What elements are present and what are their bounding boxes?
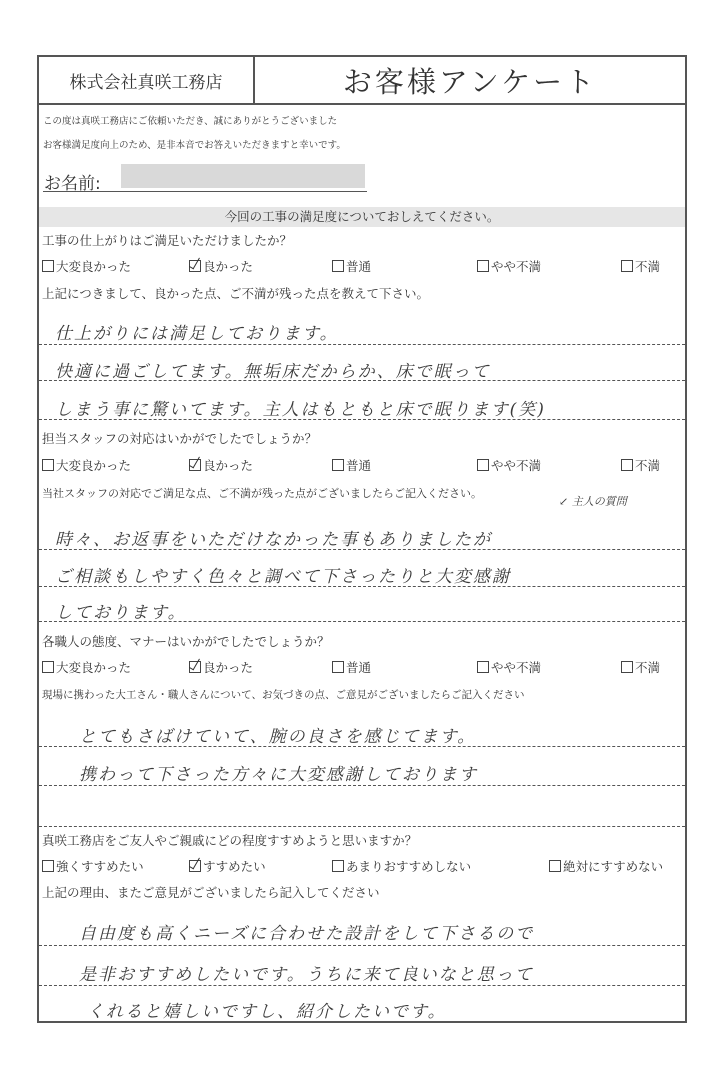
q4-option-1[interactable]: 強くすすめたい bbox=[42, 857, 144, 875]
q4-answer-line-1: 自由度も高くニーズに合わせた設計をして下さるので bbox=[79, 924, 535, 944]
answer-rule bbox=[39, 985, 685, 986]
q2-option-5[interactable]: 不満 bbox=[621, 456, 660, 474]
q2-margin-note: ↙ 主人の質問 bbox=[559, 495, 627, 508]
checkbox-icon[interactable] bbox=[621, 260, 633, 272]
q1-option-1[interactable]: 大変良かった bbox=[42, 257, 131, 275]
checkbox-icon[interactable] bbox=[42, 260, 54, 272]
q1-followup: 上記につきまして、良かった点、ご不満が残った点を教えて下さい。 bbox=[42, 286, 430, 301]
q1-option-4[interactable]: やや不満 bbox=[477, 257, 541, 275]
q4-option-4[interactable]: 絶対にすすめない bbox=[549, 857, 663, 875]
q3-answer-line-1: とてもさばけていて、腕の良さを感じてます。 bbox=[79, 727, 477, 747]
checkbox-checked-icon[interactable] bbox=[189, 459, 201, 471]
checkbox-icon[interactable] bbox=[477, 459, 489, 471]
checkbox-icon[interactable] bbox=[621, 459, 633, 471]
answer-rule bbox=[39, 945, 685, 946]
answer-rule bbox=[39, 746, 685, 747]
q1-answer-line-3: しまう事に驚いてます。主人はもともと床で眠ります(笑) bbox=[55, 400, 546, 420]
q3-option-3[interactable]: 普通 bbox=[332, 658, 371, 676]
answer-rule bbox=[39, 344, 685, 345]
q3-answer-line-2: 携わって下さった方々に大変感謝しております bbox=[79, 765, 478, 785]
section-banner bbox=[39, 207, 685, 227]
q2-answer-line-2: ご相談もしやすく色々と調べて下さったりと大変感謝 bbox=[55, 567, 511, 587]
q2-answer-line-3: しております。 bbox=[55, 603, 187, 623]
checkbox-icon[interactable] bbox=[332, 459, 344, 471]
form-title: お客様アンケート bbox=[342, 64, 598, 99]
q2-question: 担当スタッフの対応はいかがでしたでしょうか？ bbox=[42, 431, 318, 446]
q1-question: 工事の仕上がりはご満足いただけましたか？ bbox=[42, 233, 293, 248]
pointer-arrow-icon: ↙ bbox=[559, 495, 572, 508]
q3-option-1[interactable]: 大変良かった bbox=[42, 658, 131, 676]
survey-form bbox=[37, 55, 687, 1023]
intro-line-2: お客様満足度向上のため、是非本音でお答えいただきますと幸いです。 bbox=[43, 140, 346, 151]
answer-rule bbox=[39, 549, 685, 550]
q3-option-4[interactable]: やや不満 bbox=[477, 658, 541, 676]
q2-option-1[interactable]: 大変良かった bbox=[42, 456, 131, 474]
name-underline bbox=[43, 191, 367, 192]
answer-rule bbox=[39, 785, 685, 786]
name-redacted-field[interactable] bbox=[121, 164, 365, 188]
q4-answer-line-2: 是非おすすめしたいです。うちに来て良いなと思って bbox=[79, 965, 534, 985]
checkbox-icon[interactable] bbox=[621, 661, 633, 673]
q1-option-2[interactable]: 良かった bbox=[189, 257, 253, 275]
answer-rule bbox=[39, 380, 685, 381]
q4-option-3[interactable]: あまりおすすめしない bbox=[332, 857, 471, 875]
q4-option-2[interactable]: すすめたい bbox=[189, 857, 266, 875]
intro-line-1: この度は真咲工務店にご依頼いただき、誠にありがとうございました bbox=[43, 116, 338, 127]
checkbox-checked-icon[interactable] bbox=[189, 260, 201, 272]
answer-rule bbox=[39, 419, 685, 420]
q3-followup: 現場に携わった大工さん・職人さんについて、お気づきの点、ご意見がございましたらご記入ください bbox=[42, 689, 525, 701]
q3-option-5[interactable]: 不満 bbox=[621, 658, 660, 676]
checkbox-icon[interactable] bbox=[477, 661, 489, 673]
q3-option-2[interactable]: 良かった bbox=[189, 658, 253, 676]
answer-rule bbox=[39, 586, 685, 587]
company-name: 株式会社真咲工務店 bbox=[39, 57, 255, 103]
form-header bbox=[39, 57, 685, 105]
q2-option-4[interactable]: やや不満 bbox=[477, 456, 541, 474]
q1-option-3[interactable]: 普通 bbox=[332, 257, 371, 275]
q2-option-3[interactable]: 普通 bbox=[332, 456, 371, 474]
answer-rule bbox=[39, 826, 685, 827]
checkbox-icon[interactable] bbox=[42, 860, 54, 872]
q2-option-2[interactable]: 良かった bbox=[189, 456, 253, 474]
checkbox-checked-icon[interactable] bbox=[189, 860, 201, 872]
q1-option-5[interactable]: 不満 bbox=[621, 257, 660, 275]
checkbox-icon[interactable] bbox=[42, 459, 54, 471]
checkbox-icon[interactable] bbox=[42, 661, 54, 673]
q4-question: 真咲工務店をご友人やご親戚にどの程度すすめようと思いますか？ bbox=[42, 833, 418, 848]
name-label: お名前: bbox=[44, 174, 101, 194]
q4-followup: 上記の理由、またご意見がございましたら記入してください bbox=[42, 885, 380, 900]
checkbox-icon[interactable] bbox=[332, 260, 344, 272]
checkbox-icon[interactable] bbox=[332, 860, 344, 872]
checkbox-icon[interactable] bbox=[549, 860, 561, 872]
answer-rule bbox=[39, 621, 685, 622]
section-banner-text: 今回の工事の満足度についておしえてください。 bbox=[224, 209, 500, 224]
q1-answer-line-1: 仕上がりには満足しております。 bbox=[55, 324, 339, 344]
q3-question: 各職人の態度、マナーはいかがでしたでしょうか？ bbox=[42, 634, 330, 649]
q4-answer-line-3: くれると嬉しいですし、紹介したいです。 bbox=[87, 1002, 447, 1022]
checkbox-icon[interactable] bbox=[332, 661, 344, 673]
checkbox-checked-icon[interactable] bbox=[189, 661, 201, 673]
checkbox-icon[interactable] bbox=[477, 260, 489, 272]
q1-answer-line-2: 快適に過ごしてます。無垢床だからか、床で眠って bbox=[55, 362, 491, 382]
q2-answer-line-1: 時々、お返事をいただけなかった事もありましたが bbox=[55, 530, 492, 550]
q2-followup: 当社スタッフの対応でご満足な点、ご不満が残った点がございましたらご記入ください。 bbox=[42, 487, 482, 500]
